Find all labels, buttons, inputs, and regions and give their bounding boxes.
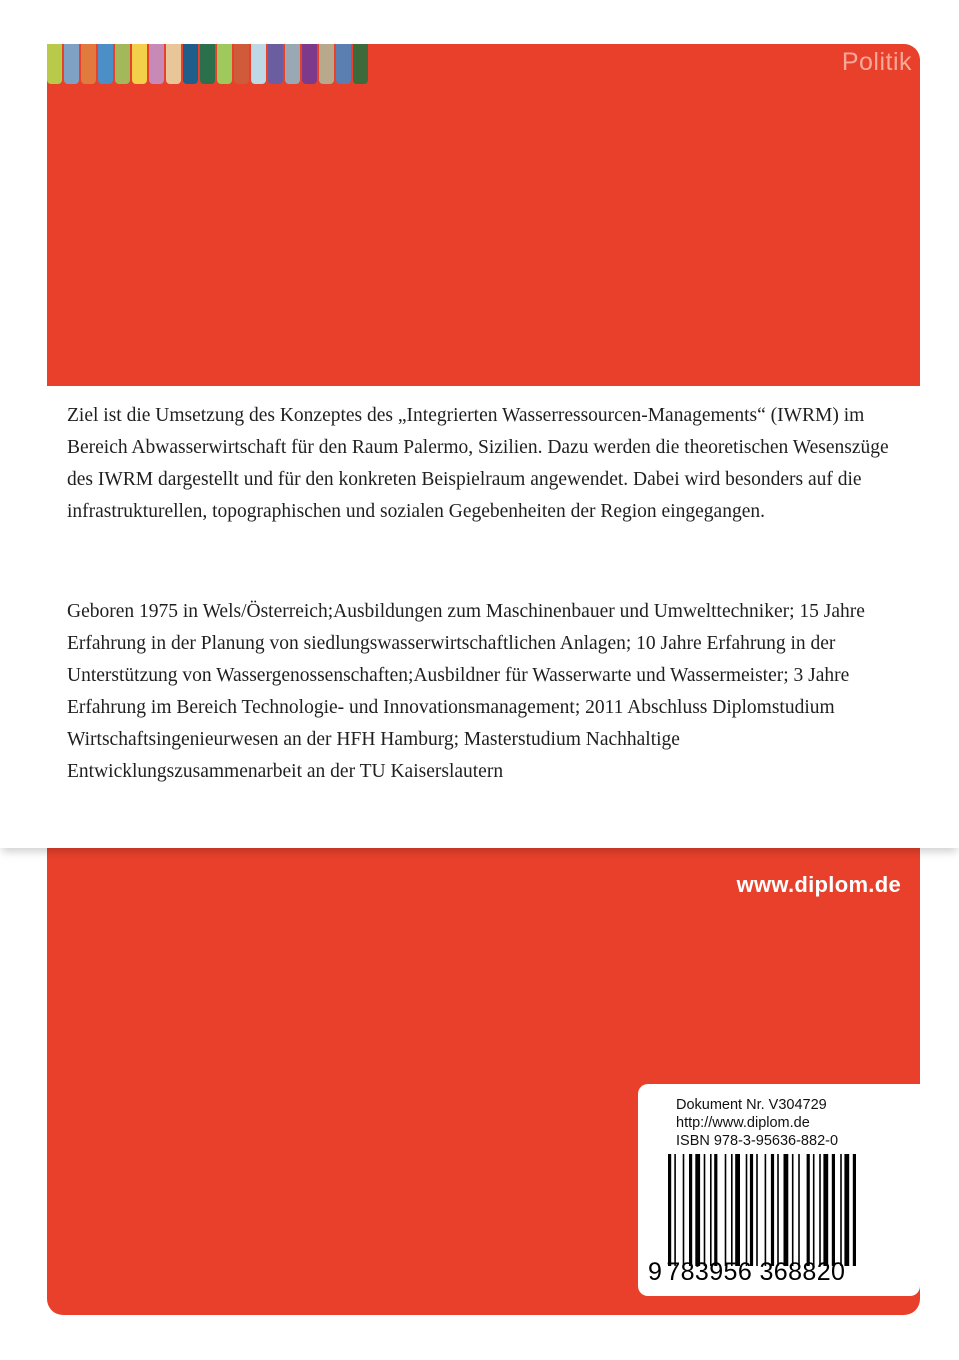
abstract-text: Ziel ist die Umsetzung des Konzeptes des „Integrierten Wasserressourcen-Managements“ (IWRM) im Bereich Abwasserwirtschaft für den Raum Palermo, Sizilien. Dazu werden die theoretischen Wesenszüge des IWRM dargestellt und für den konkreten Beispielraum angewendet. Dabei wird besonders auf die infrastrukturellen, topographischen und sozialen Gegebenheiten der Region eingegangen. (67, 405, 889, 522)
category-label: Politik (841, 48, 912, 76)
color-tab (183, 44, 198, 84)
color-tab (285, 44, 300, 84)
color-tab-strip (47, 44, 370, 86)
isbn-info (676, 1096, 838, 1150)
color-tab (217, 44, 232, 84)
color-tab (251, 44, 266, 84)
color-tab (319, 44, 334, 84)
color-tab (234, 44, 249, 84)
barcode-lead-digit: 9 (648, 1258, 663, 1286)
isbn-box (638, 1084, 920, 1296)
isbn-number: ISBN 978-3-95636-882-0 (676, 1133, 839, 1149)
color-tab (98, 44, 113, 84)
color-tab (115, 44, 130, 84)
color-tab (336, 44, 351, 84)
color-tab (132, 44, 147, 84)
description-band (0, 386, 959, 848)
color-tab (302, 44, 317, 84)
cover-top-panel (47, 44, 920, 386)
color-tab (149, 44, 164, 84)
barcode-icon (666, 1154, 904, 1266)
color-tab (47, 44, 62, 84)
color-tab (81, 44, 96, 84)
author-bio-text: Geboren 1975 in Wels/Österreich;Ausbildungen zum Maschinenbauer und Umwelttechniker; 15 Jahre Erfahrung in der Planung von siedlungswasserwirtschaftlichen Anlagen; 10 Jahre Erfahrung in der Unterstützung von Wassergenossenschaften;Ausbildner für Wasserwarte und Wassermeister; 3 Jahre Erfahrung im Bereich Technologie- und Innovationsmanagement; 2011 Abschluss Diplomstudium Wirtschaftsingenieurwesen an der HFH Hamburg; Masterstudium Nachhaltige Entwicklungszusammenarbeit an der TU Kaiserslautern (67, 601, 865, 782)
cover-bottom-panel (47, 848, 920, 1315)
color-tab (268, 44, 283, 84)
barcode-digits (648, 1258, 846, 1287)
color-tab (200, 44, 215, 84)
color-tab (64, 44, 79, 84)
publisher-url[interactable]: http://www.diplom.de (676, 1115, 810, 1131)
publisher-website[interactable]: www.diplom.de (736, 872, 901, 897)
color-tab (166, 44, 181, 84)
document-number: Dokument Nr. V304729 (676, 1097, 827, 1113)
barcode-number: 783956 368820 (666, 1258, 846, 1286)
color-tab (353, 44, 368, 84)
